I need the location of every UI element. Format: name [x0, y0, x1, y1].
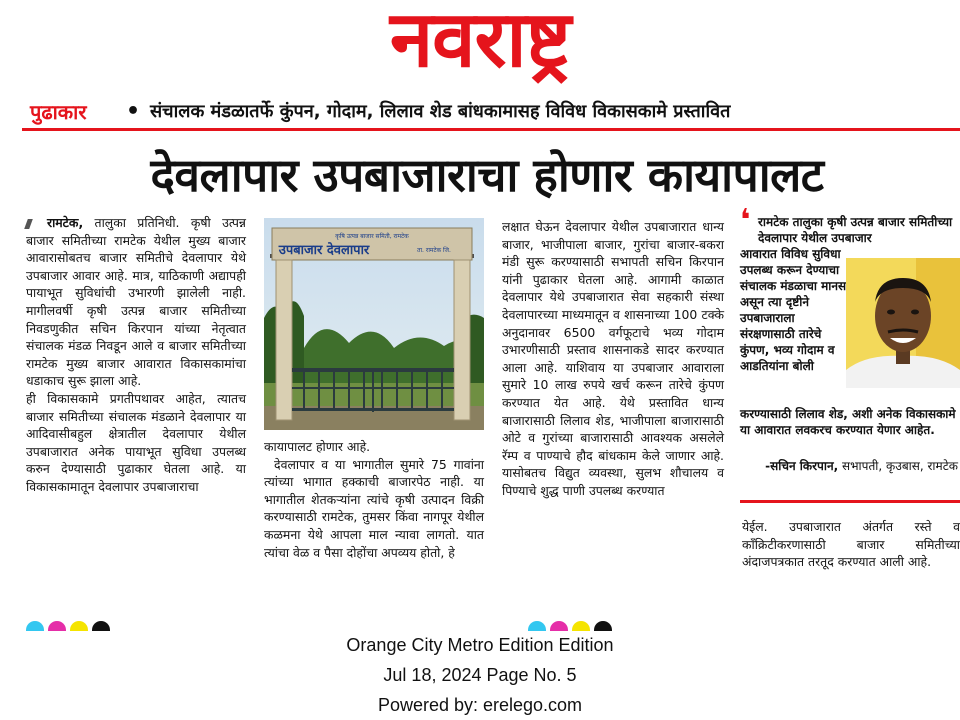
quote-mark-icon: ❛ — [740, 203, 751, 238]
article-photo — [264, 218, 484, 430]
article-column-1 — [26, 214, 246, 496]
kicker-bar — [22, 98, 960, 131]
newspaper-logo[interactable]: नवराष्ट्र — [389, 0, 571, 85]
article-headline: देवलापार उपबाजाराचा होणार कायापालट — [150, 148, 824, 202]
gate-small-text: कृषि उत्पन्न बाजार समिती, रामटेक — [335, 233, 409, 240]
gate-title-text: उपबाजार देवलापार — [278, 243, 370, 258]
quote-author-role: सभापती, कृउबास, रामटेक — [838, 459, 958, 473]
article-paragraph: ही विकासकामे प्रगतीपथावर आहेत, त्यातच बाजार समितीच्या संचालक मंडळाने देवलापार या आदिवासीबहुल क्षेत्रातील देवलापार येथील उपबाजारात अनेक पायाभूत सुविधा उपलब्ध करुन देण्यासाठी पुढाकार घेतला आहे. या विकासकामातून देवलापार उपबाजाराचा — [26, 390, 246, 494]
market-gate-photo — [264, 218, 484, 430]
quote-body-continued: करण्यासाठी लिलाव शेड, अशी अनेक विकासकामे या आवारात लवकरच करण्यात येणार आहेत. — [740, 407, 956, 437]
kicker-separator: • — [126, 99, 141, 124]
person-portrait — [846, 258, 960, 388]
registration-marks-right — [528, 616, 616, 626]
quote-divider — [740, 500, 960, 503]
article-column-3 — [502, 218, 724, 500]
article-paragraph: रामटेक, तालुका प्रतिनिधी. कृषी उत्पन्न बाजार समितीच्या रामटेक येथील मुख्य बाजार आवारासोबतच बाजार समितीचे देवलापार येथे उपबाजार आवार आहे. मात्र, याठिकाणी अद्यापही पायाभूत सुविधांची उभारणी झालेली नाही. मागीलवर्षी कृषी उत्पन्न बाजार समितीच्या निवडणुकीत सचिन किरपान यांच्या नेतृत्वात संचालक मंडळ निवडून आले व बाजार समितीच्या रामटेक मुख्य बाजार आवारात विकासकामांचा धडाकाच सुरू झाला आहे. — [26, 215, 246, 389]
quote-author: -सचिन किरपान, — [765, 459, 839, 473]
article-column-2 — [264, 438, 484, 561]
article-paragraph: लक्षात घेऊन देवलापार येथील उपबाजारात धान्य बाजार, भाजीपाला बाजार, गुरांचा बाजार-बकरा मंडी सुरू करण्यासाठी सभापती सचिन किरपान यांनी पुढाकार घेतला आहे. आगामी काळात देवलापार येथे उपबाजारात सेवा सहकारी संस्था देवलापारच्या माध्यमातून व शासनाच्या 100 टक्के अनुदानावर 6500 वर्गफूटाचे भव्य गोदाम उभारणीसाठी प्रस्ताव शासनाकडे सादर करण्यात आला आहे. याशिवाय या उपबाजार आवाराला सुमारे 10 लाख रुपये खर्च करून तारेचे कुंपण करण्यात येत आहे. येथे प्रस्तावित धान्य बाजारासाठी लिलाव शेड, भाजीपाला बाजारासाठी ओटे व गुरांच्या बाजारासाठी आवश्यक असलेले रॅम्प व पाण्याचे हौद बांधकाम केले जाणार आहे. यासोबतच विद्युत व्यवस्था, सुलभ शौचालय व पिण्याचे शुद्ध पाणी उपलब्ध करण्यात — [502, 219, 724, 498]
kicker-text: संचालक मंडळातर्फे कुंपन, गोदाम, लिलाव शेड बांधकामासह विविध विकासकामे प्रस्तावित — [150, 101, 731, 122]
registration-marks-left — [26, 616, 114, 626]
article-paragraph: कायापालट होणार आहे. — [264, 439, 371, 454]
masthead — [0, 0, 960, 92]
quote-signature — [752, 458, 958, 474]
edition-name: Orange City Metro Edition Edition — [346, 635, 614, 655]
article-paragraph: देवलापार व या भागातील सुमारे 75 गावांना त्यांच्या भागात हक्काची बाजारपेठ नाही. या भागातील शेतकऱ्यांना त्यांचे कृषी उत्पादन विक्री करण्यासाठी रामटेक, तुमसर किंवा नागपूर येथील कळमना येथे आपला माल न्यावा लागतो. यात त्यांचा वेळ व पैसा दोहोंचा अपव्यय होतो, हे — [264, 456, 484, 560]
page-footer — [0, 630, 960, 720]
article-column-4 — [742, 518, 960, 571]
article-paragraph: येईल. उपबाजारात अंतर्गत रस्ते व काँक्रिटीकरणासाठी बाजार समितीच्या अंदाजपत्रकात तरतूद करण्यात आली आहे. — [742, 519, 960, 570]
date-page: Jul 18, 2024 Page No. 5 — [383, 665, 577, 685]
quote-body: आवारात विविध सुविधा उपलब्ध करून देण्याचा संचालक मंडळाचा मानस असून त्या दृष्टीने उपबाजाराला संरक्षणासाठी तारेचे कुंपण, भव्य गोदाम व आडतियांना बोली — [740, 247, 847, 373]
dateline-mark-icon — [24, 219, 45, 229]
dateline: रामटेक, — [47, 215, 84, 230]
kicker-tag: पुढाकार — [30, 100, 87, 124]
portrait-photo — [846, 258, 960, 388]
gate-right-text: ता. रामटेक जि. — [417, 247, 451, 254]
powered-by-link[interactable]: Powered by: erelego.com — [377, 695, 583, 715]
quote-heading: रामटेक तालुका कृषी उत्पन्न बाजार समितीच्या देवलापार येथील उपबाजार — [758, 215, 953, 245]
